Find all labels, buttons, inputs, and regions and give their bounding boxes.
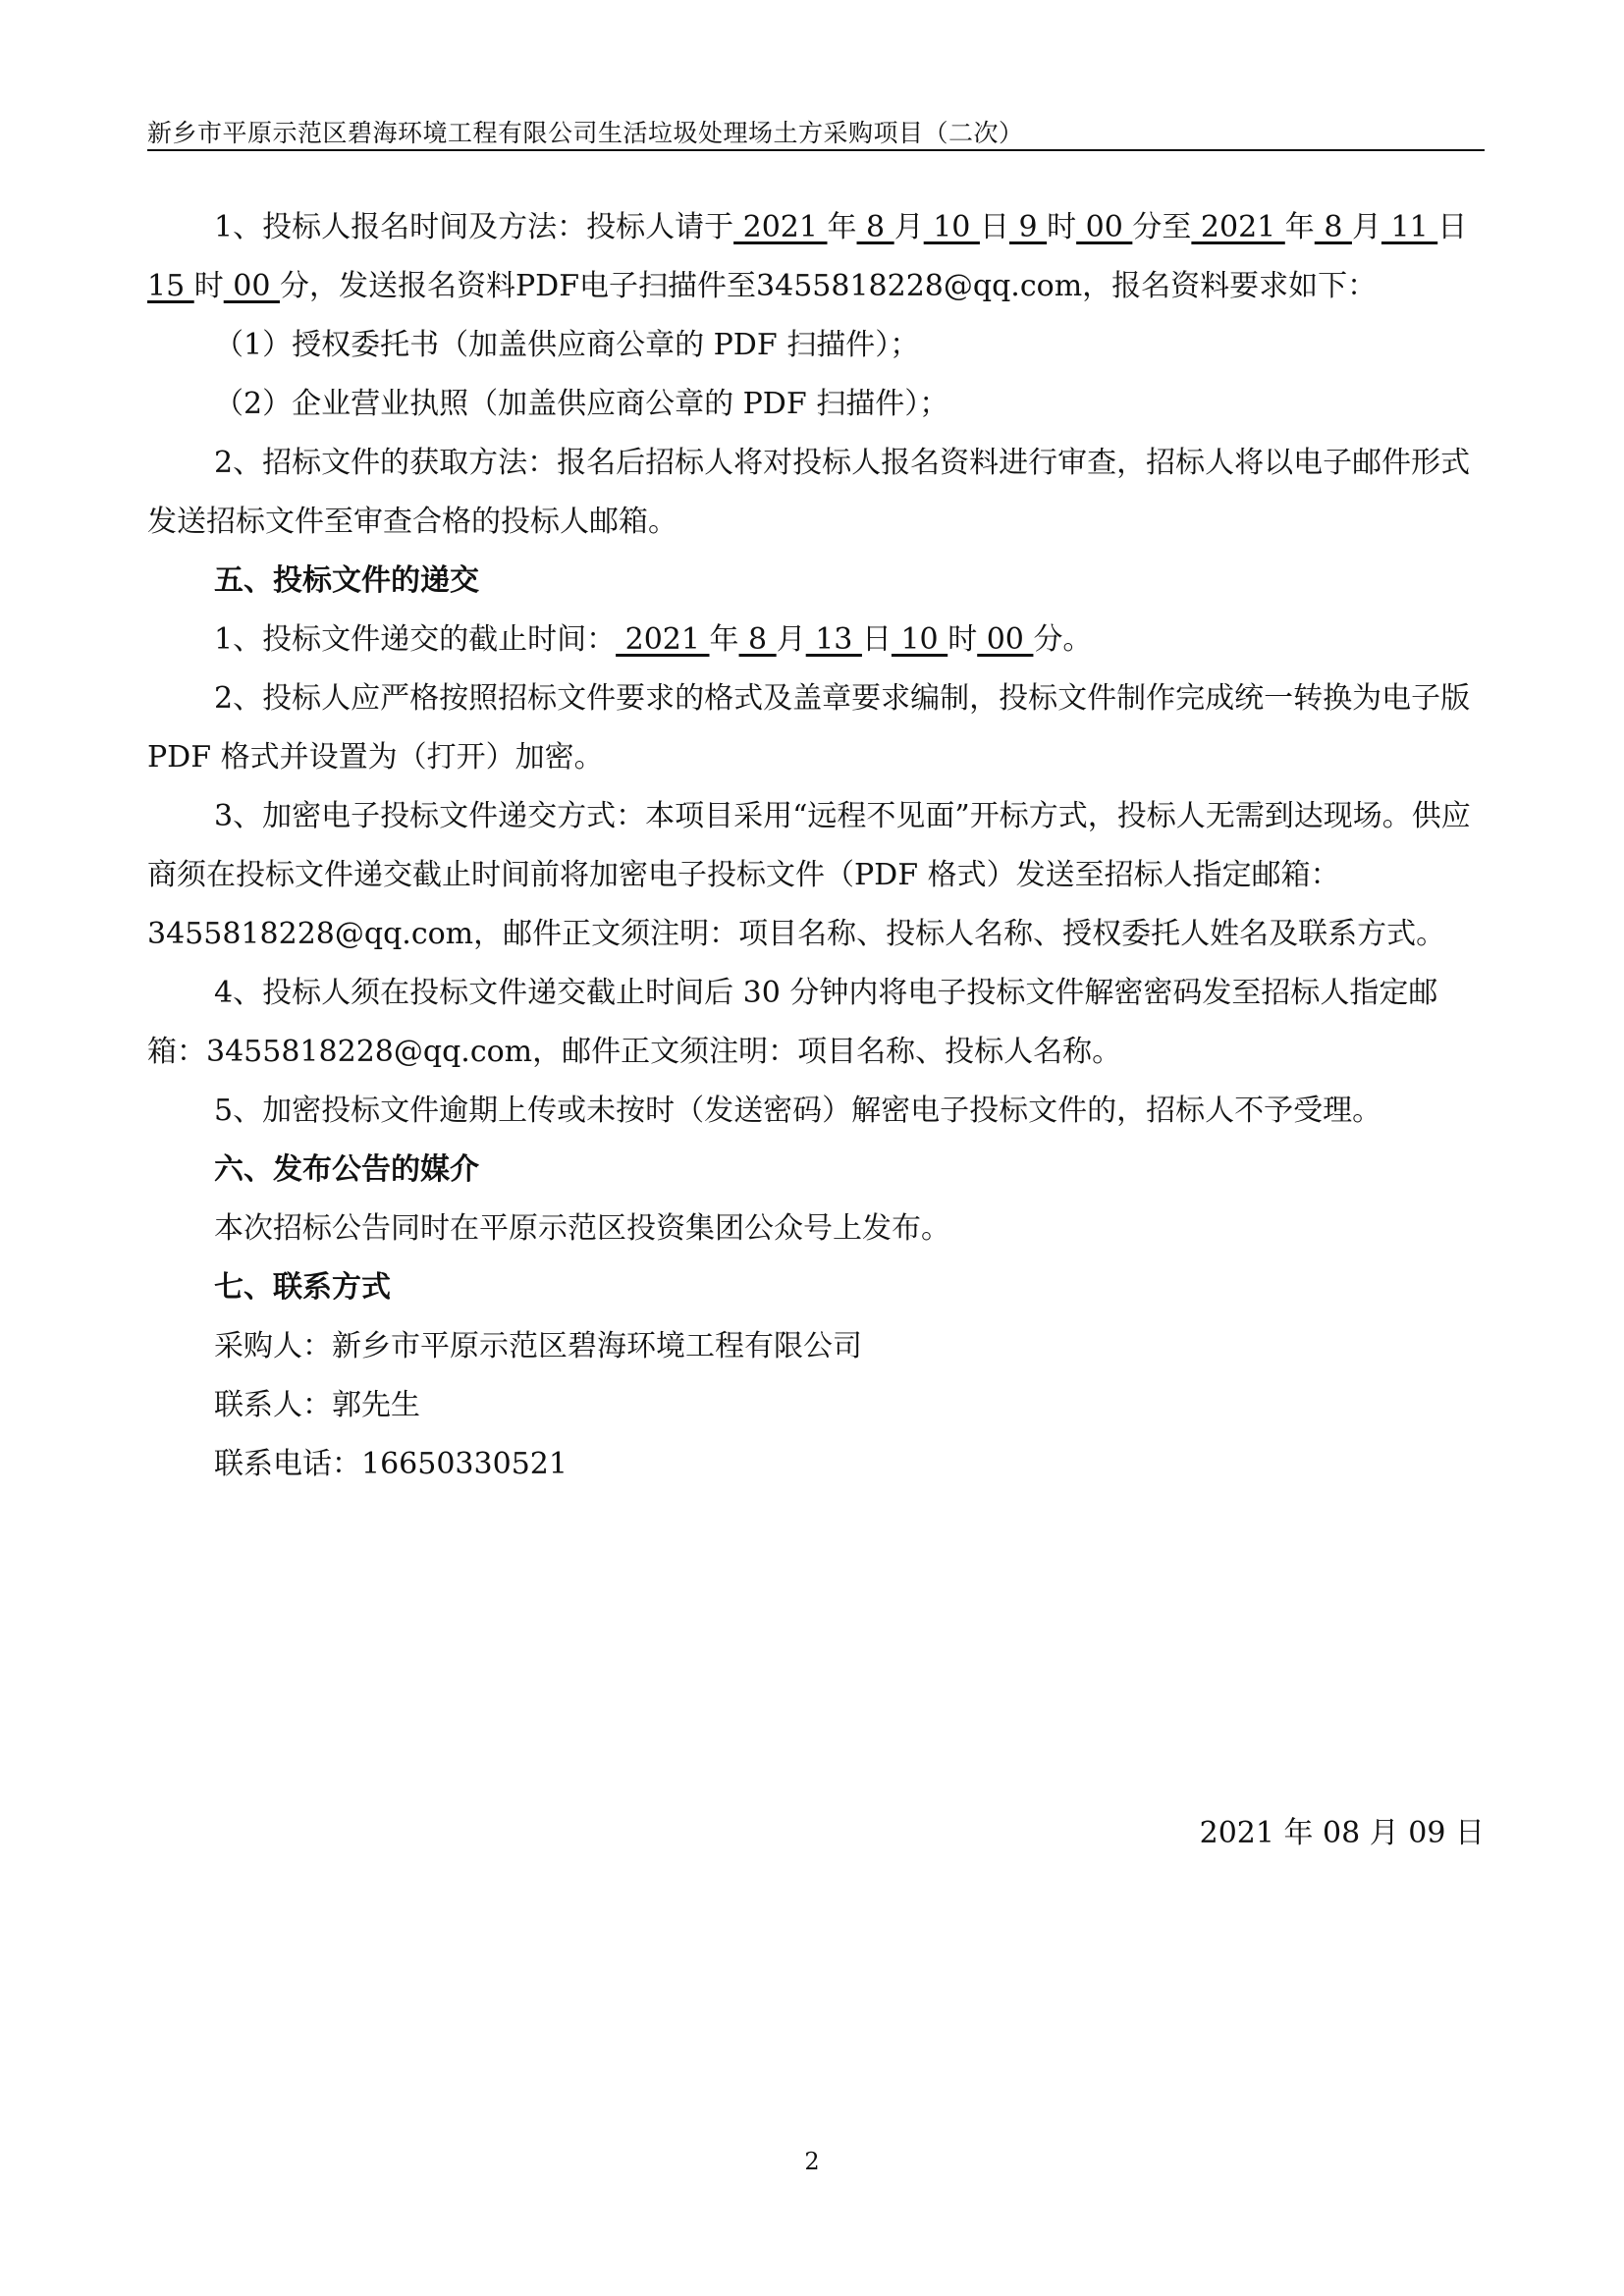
underlined-value: 2021 <box>1191 210 1285 244</box>
text-segment: 年 <box>827 210 857 244</box>
text-segment: 时 <box>947 622 978 657</box>
text-segment: 日 <box>1437 210 1468 244</box>
text-segment: 日 <box>861 622 892 657</box>
text-segment: 时 <box>1047 210 1077 244</box>
purchaser-line: 采购人：新乡市平原示范区碧海环境工程有限公司 <box>214 1329 862 1363</box>
text-segment: 年 <box>1284 210 1315 244</box>
document-acquisition-paragraph: 2、招标文件的获取方法：报名后招标人将对投标人报名资料进行审查，招标人将以电子邮件形式发送招标文件至审查合格的投标人邮箱。 <box>147 446 1471 539</box>
underlined-value: 00 <box>977 622 1034 657</box>
text-segment: 分，发送报名资料PDF电子扫描件至3455818228@qq.com，报名资料要求如下： <box>279 269 1378 303</box>
text-segment: 月 <box>776 622 806 657</box>
registration-paragraph <box>147 198 1485 316</box>
underlined-value: 10 <box>923 210 980 244</box>
section-heading-6: 六、发布公告的媒介 <box>214 1152 479 1187</box>
page-number: 2 <box>804 2148 820 2175</box>
section-heading-5: 五、投标文件的递交 <box>214 563 479 598</box>
underlined-value: 8 <box>856 210 894 244</box>
media-paragraph: 本次招标公告同时在平原示范区投资集团公众号上发布。 <box>214 1211 950 1246</box>
underlined-value: 2021 <box>616 622 710 657</box>
document-date: 2021 年 08 月 09 日 <box>1199 1816 1485 1850</box>
underlined-value: 8 <box>1314 210 1352 244</box>
header-rule <box>147 149 1485 151</box>
underlined-value: 10 <box>891 622 948 657</box>
password-paragraph: 4、投标人须在投标文件递交截止时间后 30 分钟内将电子投标文件解密密码发至招标人指定邮箱：3455818228@qq.com，邮件正文须注明：项目名称、投标人名称。 <box>147 976 1438 1069</box>
contact-phone-line: 联系电话：16650330521 <box>214 1447 568 1481</box>
text-segment: 月 <box>893 210 924 244</box>
underlined-value: 15 <box>147 269 194 303</box>
text-segment: 分至 <box>1132 210 1192 244</box>
document-body <box>147 198 1485 1494</box>
requirement-item-1: （1）授权委托书（加盖供应商公章的 PDF 扫描件）； <box>214 328 920 362</box>
underlined-value: 00 <box>223 269 280 303</box>
text-segment: 分。 <box>1033 622 1093 657</box>
requirement-item-2: （2）企业营业执照（加盖供应商公章的 PDF 扫描件）； <box>214 387 949 421</box>
underlined-value: 9 <box>1008 210 1048 244</box>
text-segment: 1、投标人报名时间及方法：投标人请于 <box>214 210 734 244</box>
underlined-value: 00 <box>1076 210 1133 244</box>
underlined-value: 13 <box>805 622 862 657</box>
submission-method-paragraph: 3、加密电子投标文件递交方式：本项目采用“远程不见面”开标方式，投标人无需到达现场。供应商须在投标文件递交截止时间前将加密电子投标文件（PDF 格式）发送至招标人指定邮箱：3455818228@qq.com，邮件正文须注明：项目名称、投标人名称、授权委托人姓名及联系方式。 <box>147 799 1471 951</box>
deadline-paragraph <box>147 611 1485 669</box>
section-heading-7: 七、联系方式 <box>214 1270 391 1305</box>
underlined-value: 2021 <box>733 210 828 244</box>
text-segment: 月 <box>1351 210 1381 244</box>
format-paragraph: 2、投标人应严格按照招标文件要求的格式及盖章要求编制，投标文件制作完成统一转换为电子版 PDF 格式并设置为（打开）加密。 <box>147 681 1471 774</box>
late-submission-paragraph: 5、加密投标文件逾期上传或未按时（发送密码）解密电子投标文件的，招标人不予受理。 <box>214 1094 1382 1128</box>
text-segment: 年 <box>709 622 739 657</box>
underlined-value: 11 <box>1380 210 1438 244</box>
text-segment: 日 <box>979 210 1009 244</box>
text-segment: 1、投标文件递交的截止时间： <box>214 622 617 657</box>
running-header: 新乡市平原示范区碧海环境工程有限公司生活垃圾处理场土方采购项目（二次） <box>147 119 1024 147</box>
contact-person-line: 联系人：郭先生 <box>214 1388 420 1422</box>
text-segment: 时 <box>193 269 224 303</box>
underlined-value: 8 <box>738 622 777 657</box>
